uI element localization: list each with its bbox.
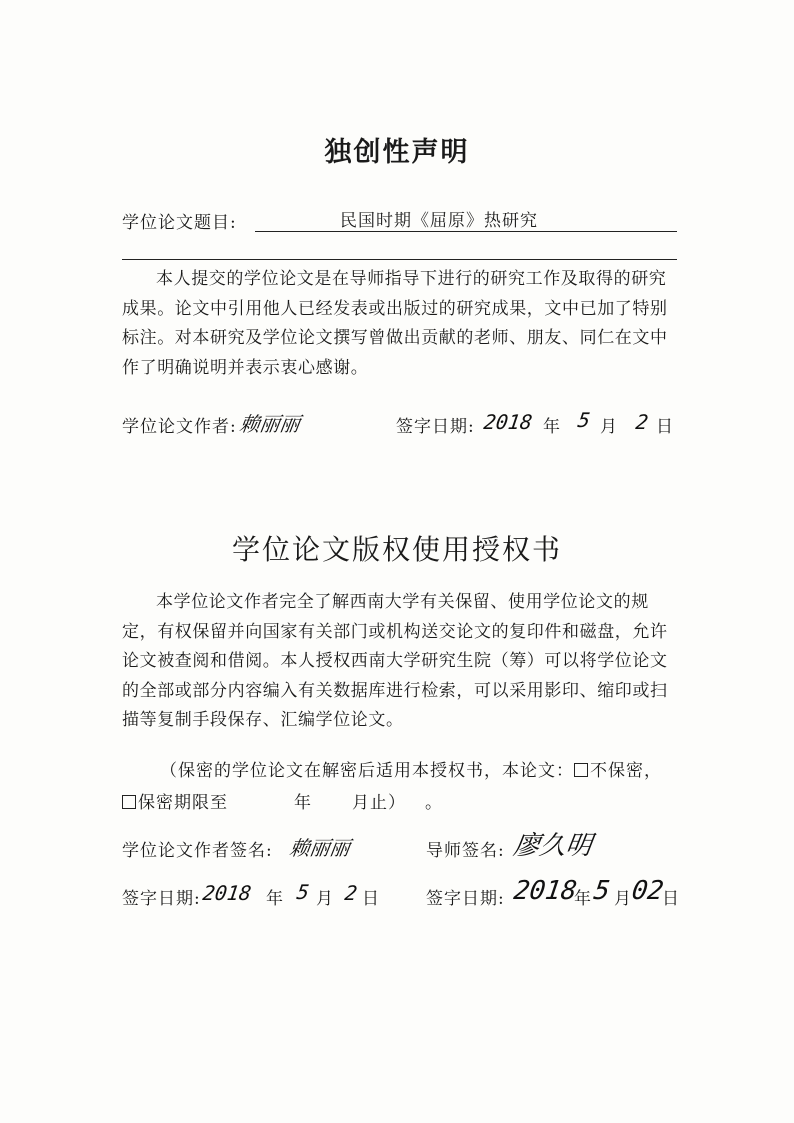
thesis-title-label: 学位论文题目: — [122, 213, 237, 233]
originality-date-label: 签字日期: — [396, 417, 475, 437]
originality-day-unit: 日 — [656, 417, 674, 437]
originality-date-day: 2 — [634, 410, 650, 434]
thesis-title-underline-2 — [122, 259, 677, 260]
author-date-label: 签字日期: — [122, 889, 201, 909]
originality-date-month: 5 — [576, 408, 592, 432]
secret-line-1 — [160, 756, 662, 781]
copyright-author-signature: 赖丽丽 — [288, 836, 352, 860]
author-date-month-unit: 月 — [316, 889, 334, 909]
secret-month-end: 月止） — [352, 793, 406, 813]
secret-label: 保密期限至 — [138, 793, 228, 813]
copyright-title: 学位论文版权使用授权书 — [231, 533, 562, 566]
originality-author-signature: 赖丽丽 — [238, 412, 302, 436]
author-sign-label: 学位论文作者签名: — [122, 841, 273, 861]
advisor-date-year-unit: 年 — [574, 889, 592, 909]
not-secret-label: 不保密， — [590, 761, 662, 781]
thesis-title-value: 民国时期《屈原》热研究 — [340, 211, 538, 231]
secret-line-2 — [122, 788, 228, 813]
advisor-sign-label: 导师签名: — [426, 841, 505, 861]
advisor-date-day-unit: 日 — [662, 889, 680, 909]
advisor-signature: 廖久明 — [511, 831, 594, 861]
advisor-date-month: 5 — [591, 876, 612, 906]
not-secret-checkbox[interactable] — [574, 763, 588, 777]
author-date-year: 2018 — [201, 881, 253, 905]
thesis-title-underline — [255, 231, 677, 232]
secret-checkbox[interactable] — [122, 795, 136, 809]
originality-month-unit: 月 — [600, 417, 618, 437]
secret-intro: （保密的学位论文在解密后适用本授权书，本论文： — [160, 761, 574, 781]
author-date-year-unit: 年 — [266, 889, 284, 909]
originality-title: 独创性声明 — [324, 137, 470, 168]
advisor-date-day: 02 — [629, 876, 666, 906]
advisor-date-month-unit: 月 — [614, 889, 632, 909]
author-date-day-unit: 日 — [362, 889, 380, 909]
secret-period: 。 — [425, 793, 443, 813]
secret-year-unit: 年 — [294, 793, 312, 813]
copyright-statement: 本学位论文作者完全了解西南大学有关保留、使用学位论文的规定，有权保留并向国家有关部门或机构送交论文的复印件和磁盘，允许论文被查阅和借阅。本人授权西南大学研究生院（筹）可以将学位论文的全部或部分内容编入有关数据库进行检索，可以采用影印、缩印或扫描等复制手段保存、汇编学位论文。 — [122, 592, 668, 730]
author-date-day: 2 — [343, 881, 359, 905]
originality-date-year: 2018 — [482, 410, 534, 434]
advisor-date-label: 签字日期: — [426, 889, 505, 909]
originality-statement: 本人提交的学位论文是在导师指导下进行的研究工作及取得的研究成果。论文中引用他人已经发表或出版过的研究成果，文中已加了特别标注。对本研究及学位论文撰写曾做出贡献的老师、朋友、同仁在文中作了明确说明并表示衷心感谢。 — [122, 269, 668, 378]
originality-year-unit: 年 — [543, 417, 561, 437]
originality-author-label: 学位论文作者: — [122, 417, 237, 437]
advisor-date-year: 2018 — [511, 876, 579, 906]
author-date-month: 5 — [295, 880, 311, 904]
